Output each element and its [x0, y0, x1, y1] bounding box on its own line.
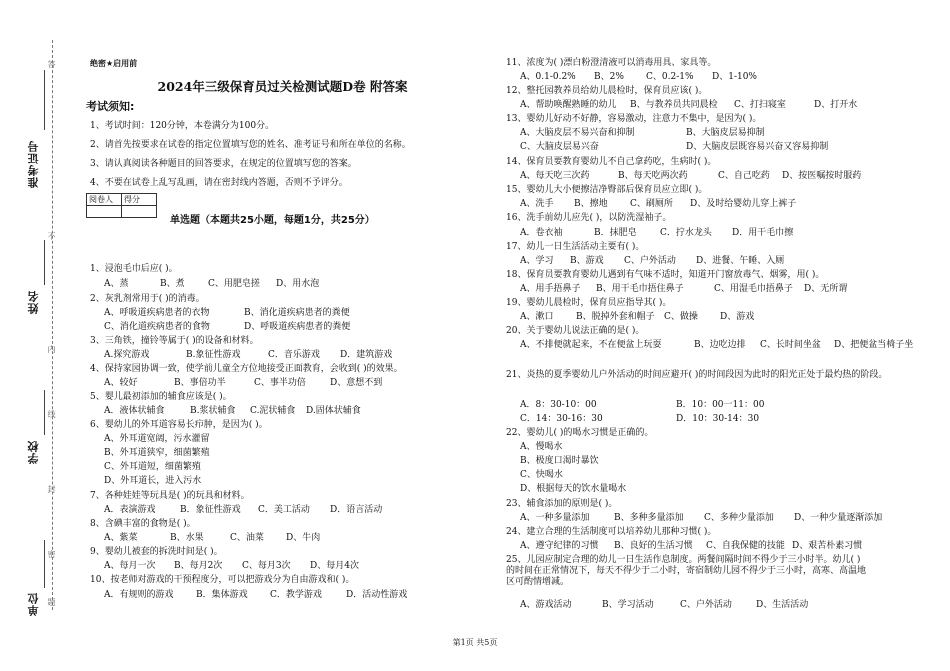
option[interactable]: C．拧水龙头	[660, 228, 712, 238]
school-line	[44, 390, 45, 435]
option[interactable]: A.探究游戏	[104, 350, 150, 360]
option[interactable]: C、刷厕所	[630, 199, 673, 209]
option[interactable]: A、紫菜	[104, 533, 138, 543]
option[interactable]: C、油菜	[230, 533, 264, 543]
question-stem: 20、关于婴幼儿说法正确的是( )。	[506, 326, 645, 336]
question-stem: 3、三角铁，撞铃等属于( )的设备和材料。	[90, 336, 259, 346]
question-stem: 17、幼儿一日生活活动主要有( )。	[506, 242, 645, 252]
notice-item: 2、请首先按要求在试卷的指定位置填写您的姓名、准考证号和所在单位的名称。	[90, 140, 411, 150]
option[interactable]: D、外耳道长，进入污水	[104, 476, 202, 486]
seal-mark: 答	[47, 60, 56, 68]
seal-mark: 密	[47, 550, 56, 558]
question-stem: 10、按老师对游戏的干预程度分，可以把游戏分为自由游戏和( )。	[90, 575, 355, 585]
option[interactable]: D、游戏	[720, 312, 755, 322]
seal-mark: 题	[47, 598, 56, 606]
question-stem: 2、灰乳剂常用于( )的消毒。	[90, 294, 205, 304]
option[interactable]: B、学习活动	[602, 600, 654, 610]
option[interactable]: A、漱口	[520, 312, 554, 322]
question-stem: 19、婴幼儿晨检时，保育员应指导其( )。	[506, 298, 672, 308]
option[interactable]: D、意想不到	[330, 378, 383, 388]
option[interactable]: B、擦地	[574, 199, 608, 209]
page-number: 第1页 共5页	[452, 638, 498, 647]
option[interactable]: B．象征性游戏	[180, 505, 241, 515]
option[interactable]: D、生活活动	[756, 600, 809, 610]
option[interactable]: C、自己吃药	[718, 171, 770, 181]
seal-mark: 内	[47, 345, 56, 353]
option[interactable]: A、不排便就起来，不在便盆上玩耍	[520, 340, 662, 350]
option[interactable]: A、呼吸道疾病患者的衣物	[104, 308, 210, 318]
question-stem: 18、保育员要教育婴幼儿遇到有气味不适时，知道开门窗放毒气、烟雾，用( )。	[506, 270, 825, 280]
score-box	[86, 193, 157, 218]
page-title: 2024年三级保育员过关检测试题D卷 附答案	[157, 79, 408, 94]
question-stem: 11、浓度为( )漂白粉澄清液可以消毒用具、家具等。	[506, 58, 717, 68]
option[interactable]: A．卷衣袖	[520, 228, 563, 238]
option[interactable]: C、打扫寝室	[734, 100, 786, 110]
binding-strip	[0, 0, 70, 671]
option[interactable]: D．用干毛巾擦	[732, 228, 794, 238]
option[interactable]: C、大脑皮层易兴奋	[520, 142, 599, 152]
option[interactable]: B、良好的生活习惯	[614, 541, 693, 551]
option[interactable]: D．活动性游戏	[346, 590, 408, 600]
notice-heading: 考试须知:	[86, 100, 135, 113]
option[interactable]: D、艰苦朴素习惯	[792, 541, 863, 551]
seal-line	[52, 40, 53, 610]
question-stem: 4、保持家园协调一致，使学前儿童全方位地接受正面教育，会收到( )的效果。	[90, 364, 403, 374]
name-label: 姓名	[27, 290, 40, 314]
option[interactable]: B、2%	[594, 72, 624, 82]
option[interactable]: A．8：30-10：00	[520, 400, 597, 410]
name-line	[44, 240, 45, 285]
option[interactable]: B、每天吃两次药	[618, 171, 688, 181]
option[interactable]: C．美工活动	[258, 505, 310, 515]
option[interactable]: C．14：30-16：30	[520, 414, 603, 424]
score-label: 得分	[122, 194, 157, 206]
option[interactable]: D、用水泡	[276, 279, 320, 289]
option[interactable]: A、较好	[104, 378, 138, 388]
option[interactable]: A、游戏活动	[520, 600, 572, 610]
option[interactable]: D.固体状辅食	[306, 406, 361, 416]
question-stem: 15、婴幼儿大小便擦洁净臀部后保育员应立即( )。	[506, 185, 708, 195]
option[interactable]: C、快喝水	[520, 470, 563, 480]
option[interactable]: C.泥状辅食	[250, 406, 296, 416]
option[interactable]: D、每月4次	[310, 561, 359, 571]
option[interactable]: B、用干毛巾捂住鼻子	[596, 284, 684, 294]
question-stem: 9、婴幼儿被套的拆洗时间是( )。	[90, 547, 223, 557]
option[interactable]: A、每月一次	[104, 561, 156, 571]
option[interactable]: C、户外活动	[624, 256, 676, 266]
option[interactable]: B、消化道疾病患者的粪便	[244, 308, 350, 318]
option[interactable]: B．集体游戏	[196, 590, 248, 600]
option[interactable]: B、与教养员共同晨检	[630, 100, 718, 110]
option[interactable]: A．液体状辅食	[104, 406, 165, 416]
seal-mark: 封	[47, 485, 56, 493]
option[interactable]: B.象征性游戏	[186, 350, 241, 360]
option[interactable]: D、一种少量逐渐添加	[794, 513, 883, 523]
option[interactable]: B、每月2次	[174, 561, 223, 571]
option[interactable]: B.浆状辅食	[190, 406, 236, 416]
section-title: 单选题（本题共25小题，每题1分，共25分）	[170, 215, 375, 226]
question-stem: 13、婴幼儿好动不好静，容易激动，注意力不集中，是因为( )。	[506, 114, 762, 124]
question-stem: 22、婴幼儿( )的喝水习惯是正确的。	[506, 428, 654, 438]
option[interactable]: B、大脑皮层易抑制	[686, 128, 765, 138]
option[interactable]: C、用湿毛巾捂鼻子	[714, 284, 793, 294]
question-stem: 25、儿园应制定合理的幼儿一日生活作息制度。两餐间隔时间不得少于三小时半。幼儿( )的时间在正常情况下，每天不得少于二小时，寄宿制幼儿园不得少于三小时，高寒、高温地区可酌情增减。	[506, 555, 867, 587]
grader-cell[interactable]	[87, 206, 122, 218]
option[interactable]: A．表演游戏	[104, 505, 156, 515]
option[interactable]: C．教学游戏	[270, 590, 322, 600]
option[interactable]: A、一种多量添加	[520, 513, 590, 523]
question-stem: 12、整托园教养员给幼儿晨检时，保育员应该( )。	[506, 86, 708, 96]
option[interactable]: C、0.2-1%	[646, 72, 694, 82]
option[interactable]: D、及时给婴幼儿穿上裤子	[690, 199, 797, 209]
option[interactable]: C、户外活动	[680, 600, 732, 610]
question-stem: 7、各种娃娃等玩具是( )的玩具和材料。	[90, 491, 250, 501]
option[interactable]: B、游戏	[570, 256, 604, 266]
option[interactable]: A、用手捂鼻子	[520, 284, 581, 294]
question-stem: 8、含碘丰富的食物是( )。	[90, 519, 196, 529]
option[interactable]: D、根据每天的饮水量喝水	[520, 484, 627, 494]
option[interactable]: B、煮	[160, 279, 185, 289]
option[interactable]: C、做操	[664, 312, 698, 322]
option[interactable]: A、大脑皮层不易兴奋和抑制	[520, 128, 635, 138]
option[interactable]: D．语言活动	[330, 505, 383, 515]
option[interactable]: A、蒸	[104, 279, 129, 289]
option[interactable]: C、用肥皂搓	[208, 279, 260, 289]
question-stem: 21、炎热的夏季婴幼儿户外活动的时间应避开( )的时间段因为此时的阳光正处于最灼热的阶段。	[506, 370, 888, 380]
option[interactable]: A、外耳道宽阔，污水灌留	[104, 434, 210, 444]
option[interactable]: D、牛肉	[286, 533, 321, 543]
unit-label: 单位	[27, 592, 40, 616]
option[interactable]: B．10：00一11：00	[676, 400, 765, 410]
question-stem: 6、婴幼儿的外耳道容易长疖肿，是因为( )。	[90, 420, 268, 430]
admission-number-label: 准考证号	[27, 140, 40, 188]
option[interactable]: C、外耳道短，细菌繁殖	[104, 462, 201, 472]
option[interactable]: D、呼吸道疾病患者的粪便	[244, 322, 351, 332]
option[interactable]: C、事半功倍	[254, 378, 306, 388]
question-stem: 1、浸泡毛巾后应( )。	[90, 264, 178, 274]
option[interactable]: B、水果	[170, 533, 204, 543]
option[interactable]: A、每天吃三次药	[520, 171, 590, 181]
option[interactable]: C、自我保健的技能	[706, 541, 785, 551]
option[interactable]: D．建筑游戏	[340, 350, 393, 360]
option[interactable]: A．有规则的游戏	[104, 590, 174, 600]
option[interactable]: A、学习	[520, 256, 554, 266]
notice-item: 1、考试时间：120分钟，本卷满分为100分。	[90, 121, 275, 131]
question-stem: 14、保育员要教育婴幼儿不自己拿药吃，生病时( )。	[506, 157, 717, 167]
option[interactable]: C、多种少量添加	[704, 513, 774, 523]
option[interactable]: B、边吃边排	[694, 340, 746, 350]
option[interactable]: B、多种多量添加	[614, 513, 684, 523]
option[interactable]: B、外耳道狭窄，细菌繁殖	[104, 448, 210, 458]
option[interactable]: B、极度口渴时暴饮	[520, 456, 599, 466]
option[interactable]: D、把便盆当椅子坐	[834, 340, 914, 350]
option[interactable]: A、遵守纪律的习惯	[520, 541, 599, 551]
school-label: 学校	[27, 440, 40, 464]
option[interactable]: A、0.1-0.2%	[520, 72, 576, 82]
option[interactable]: B．抹肥皂	[594, 228, 637, 238]
option[interactable]: C、每月3次	[242, 561, 291, 571]
option[interactable]: D、大脑皮层既容易兴奋又容易抑制	[686, 142, 829, 152]
notice-item: 3、请认真阅读各种题目的回答要求，在规定的位置填写您的答案。	[90, 159, 357, 169]
question-stem: 5、婴儿最初添加的辅食应该是( )。	[90, 392, 232, 402]
option[interactable]: C．音乐游戏	[268, 350, 320, 360]
unit-line	[44, 540, 45, 588]
seal-mark: 不	[47, 232, 56, 240]
notice-item: 4、不要在试卷上乱写乱画，请在密封线内答题，否则不予评分。	[90, 178, 348, 188]
option[interactable]: A、帮助唤醒熟睡的幼儿	[520, 100, 617, 110]
seal-mark: 线	[47, 410, 56, 418]
option[interactable]: B、事倍功半	[174, 378, 226, 388]
confidential-mark: 绝密★启用前	[90, 59, 138, 68]
score-cell[interactable]	[122, 206, 157, 218]
option[interactable]: D、无所谓	[804, 284, 848, 294]
question-stem: 24、建立合理的生活制度可以培养幼儿那种习惯( )。	[506, 527, 717, 537]
option[interactable]: A、洗手	[520, 199, 554, 209]
option[interactable]: D、1-10%	[712, 72, 757, 82]
option[interactable]: B、脱掉外套和帽子	[576, 312, 655, 322]
admission-number-line	[44, 70, 45, 130]
option[interactable]: D．10：30-14：30	[676, 414, 760, 424]
option[interactable]: C、消化道疾病患者的食物	[104, 322, 210, 332]
option[interactable]: C、长时间坐盆	[760, 340, 821, 350]
question-stem: 23、辅食添加的原则是( )。	[506, 499, 618, 509]
option[interactable]: D、按医嘱按时服药	[782, 171, 862, 181]
option[interactable]: D、打开水	[814, 100, 858, 110]
option[interactable]: D、进餐、午睡、入厕	[696, 256, 785, 266]
question-stem: 16、洗手前幼儿应先( )，以防洗湿袖子。	[506, 213, 672, 223]
option[interactable]: A、慢喝水	[520, 442, 563, 452]
grader-label: 阅卷人	[87, 194, 122, 206]
